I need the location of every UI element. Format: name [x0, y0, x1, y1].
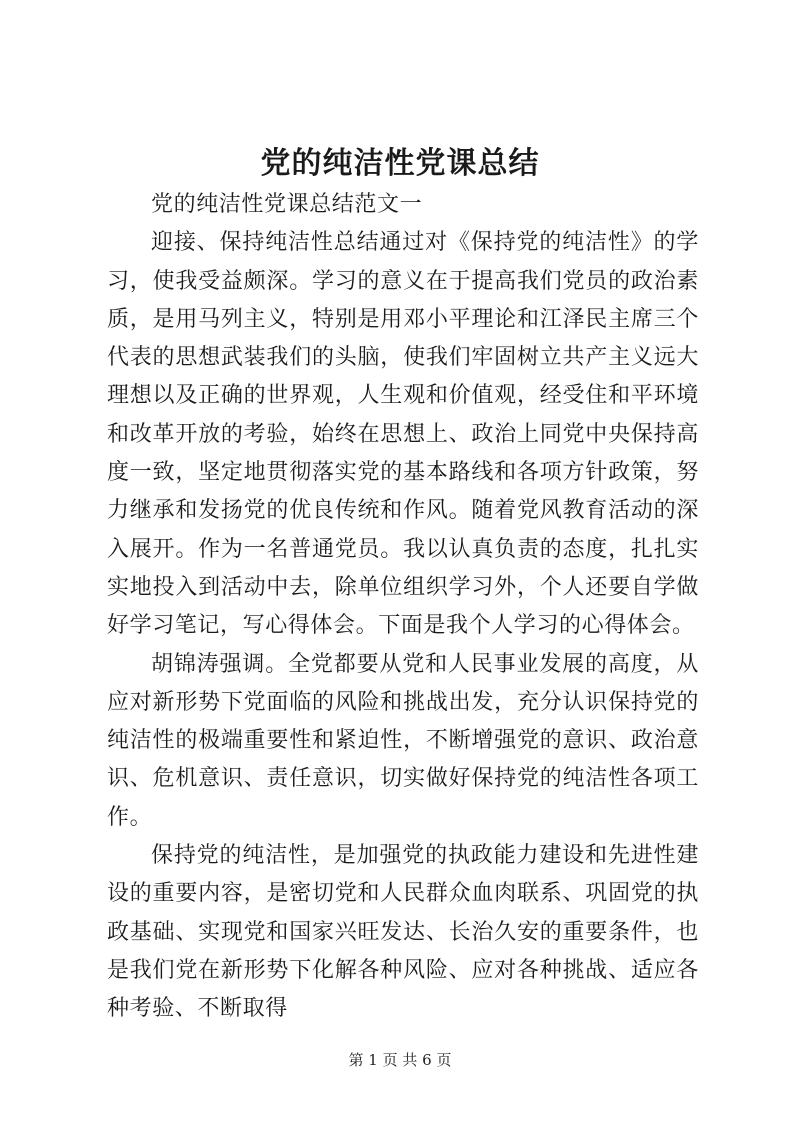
document-body — [107, 186, 699, 1029]
paragraph-1: 迎接、保持纯洁性总结通过对《保持党的纯洁性》的学习，使我受益颇深。学习的意义在于提高我们党员的政治素质，是用马列主义，特别是用邓小平理论和江泽民主席三个代表的思想武装我们的头脑，使我们牢固树立共产主义远大理想以及正确的世界观，人生观和价值观，经受住和平环境和改革开放的考验，始终在思想上、政治上同党中央保持高度一致，坚定地贯彻落实党的基本路线和各项方针政策，努力继承和发扬党的优良传统和作风。随着党风教育活动的深入展开。作为一名普通党员。我以认真负责的态度，扎扎实实地投入到活动中去，除单位组织学习外，个人还要自学做好学习笔记，写心得体会。下面是我个人学习的心得体会。 — [107, 230, 699, 639]
paragraph-3: 保持党的纯洁性，是加强党的执政能力建设和先进性建设的重要内容，是密切党和人民群众血肉联系、巩固党的执政基础、实现党和国家兴旺发达、长治久安的重要条件，也是我们党在新形势下化解各种风险、应对各种挑战、适应各种考验、不断取得 — [107, 843, 699, 1022]
page-footer: 第 1 页 共 6 页 — [348, 1051, 452, 1069]
document-title: 党的纯洁性党课总结 — [260, 146, 540, 181]
paragraph-2: 胡锦涛强调。全党都要从党和人民事业发展的高度，从应对新形势下党面临的风险和挑战出发，充分认识保持党的纯洁性的极端重要性和紧迫性，不断增强党的意识、政治意识、危机意识、责任意识，切实做好保持党的纯洁性各项工作。 — [107, 651, 699, 830]
document-subtitle: 党的纯洁性党课总结范文一 — [151, 192, 423, 217]
